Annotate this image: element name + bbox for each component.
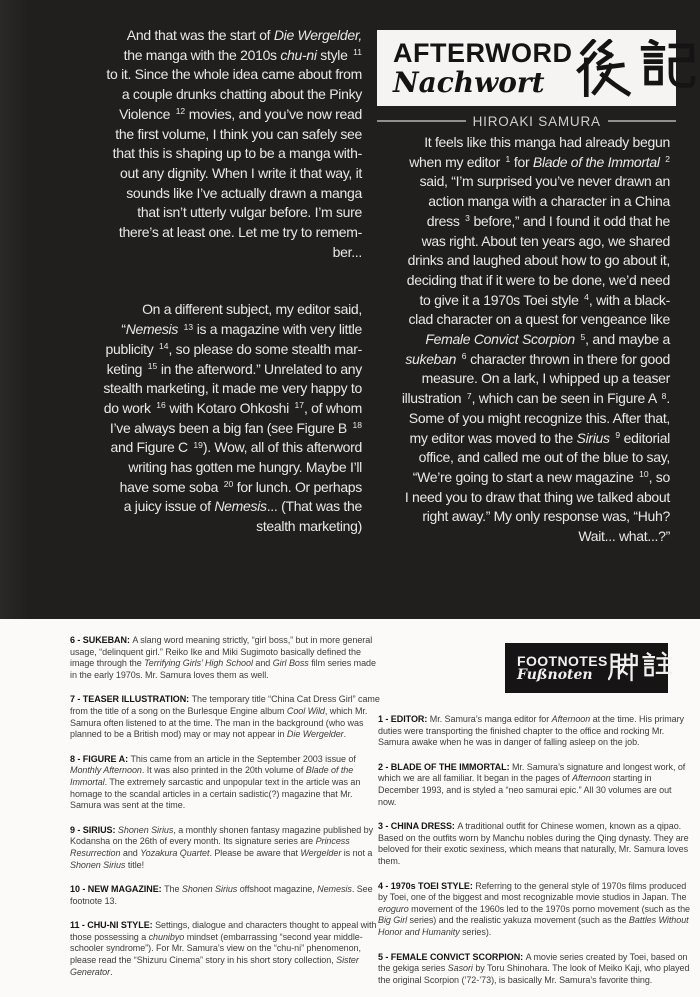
afterword-left-column [72, 26, 362, 537]
footnote-label: 9 - SIRIUS: [70, 824, 118, 835]
text-line: Female Convict Scorpion $^5$, and maybe a [425, 331, 670, 348]
text-line: And that was the start of Die Wergelder, [126, 27, 362, 43]
text-line: my editor was moved to the Sirius $^9$ editorial [409, 429, 670, 446]
text-line: I need you to draw that thing we talked about [404, 488, 670, 505]
footnote-label: 2 - BLADE OF THE IMMORTAL: [378, 761, 512, 772]
text-line: writing has gotten me hungry. Maybe I’ll [128, 459, 362, 476]
footnotes-section [0, 619, 700, 997]
footnotes-left-column [70, 635, 384, 991]
text-line: On a different subject, my editor said, [142, 301, 362, 318]
text-line: there’s at least one. Let me try to remem- [118, 224, 362, 241]
author-rule-right [608, 120, 676, 122]
footnote-label: 7 - TEASER ILLUSTRATION: [70, 694, 192, 705]
text-line: measure. On a lark, I whipped up a teaser [421, 370, 670, 387]
text-line: clad character on a quest for vengeance like [408, 311, 670, 328]
footnote-label: 4 - 1970s TOEI STYLE: [378, 880, 476, 891]
footnotes-title-english: FOOTNOTES [517, 652, 608, 669]
text-line: do work $^{16}$ with Kotaro Ohkoshi $^{17}$, of whom [103, 399, 362, 416]
footnote: 6 - SUKEBAN: A slang word meaning strictly, “girl boss,” but in more general usage, “delinquent girl.” Reiko Ike and Miki Sugimoto basically defined the image through the Terrifying Girls’ High School and Girl Boss film series made in the early 1970s. Mr. Samura loves them as well. [70, 635, 376, 680]
text-line: illustration $^7$, which can be seen in Figure A $^8$. [401, 390, 670, 407]
text-line: that isn’t utterly vulgar before. I’m sure [137, 204, 362, 221]
text-line: I’ve always been a big fan (see Figure B $^{18}$ [109, 419, 362, 436]
afterword-title-english: AFTERWORD [393, 37, 573, 68]
author-name: HIROAKI SAMURA [472, 113, 601, 129]
footnotes-right-column [378, 714, 692, 997]
author-rule-left [377, 120, 466, 122]
left-paragraph-2 [72, 300, 362, 536]
text-line: when my editor $^1$ for Blade of the Immortal $^2$ [409, 153, 670, 170]
text-line: out any dignity. When I write it that way, it [120, 164, 362, 181]
text-line: It feels like this manga had already begun [424, 134, 670, 150]
afterword-right-column [380, 133, 670, 547]
text-line: right away.” My only response was, “Huh? [422, 508, 670, 525]
text-line: publicity $^{14}$, so please do some stealth mar- [105, 340, 362, 357]
footnote-label: 11 - CHU-NI STYLE: [70, 920, 156, 931]
afterword-title-german: Nachwort [393, 65, 545, 99]
text-line: and Figure C $^{19}$). Wow, all of this afterword [110, 439, 362, 456]
footnotes-kanji-icon [608, 649, 672, 687]
text-line: the first volume, I think you can safely see [115, 125, 362, 142]
text-line: sukeban $^6$ character thrown in there for good [405, 350, 670, 367]
text-line: keting $^{15}$ in the afterword.” Unrelated to any [106, 360, 362, 377]
text-line: office, and called me out of the blue to say, [418, 449, 670, 466]
footnotes-title-box [505, 643, 668, 693]
footnote-label: 8 - FIGURE A: [70, 753, 131, 764]
footnote: 11 - CHU-NI STYLE: Settings, dialogue and characters thought to appeal with those possessing a chunibyo mindset (embarrassing “second year middle-schooler syndrome”). For Mr. Samura’s view on the “chu-ni” phenomenon, please read the “Shizuru Cinema” story in his short story collection, Sister Generator. [70, 920, 377, 977]
footnote: 8 - FIGURE A: This came from an article in the September 2003 issue of Monthly Afternoon. It was also printed in the 20th volume of Blade of the Immortal. The extremely sarcastic and unpopular text in the article was an homage to the scandal articles in a certain sadistic(?) magazine that Mr. Samura was sent at the time. [70, 753, 361, 811]
footnote-label: 3 - CHINA DRESS: [378, 821, 458, 832]
text-line: drinks and laughed about how to go about it, [407, 252, 670, 269]
footnote: 3 - CHINA DRESS: A traditional outfit for Chinese women, known as a qipao. Based on the outfits worn by Manchu nobles during the Qing dynasty. They are beloved for their exotic sexiness, which means that naturally, Mr. Samura loves them. [378, 821, 689, 866]
text-line: said, “I’m surprised you’ve never drawn an [419, 173, 670, 190]
text-line: stealth marketing) [256, 518, 362, 535]
text-line: have some soba $^{20}$ for lunch. Or perhaps [119, 478, 362, 495]
author-row [377, 112, 676, 130]
footnote-label: 1 - EDITOR: [378, 714, 430, 724]
text-line: Violence $^{12}$ movies, and you’ve now read [119, 105, 362, 122]
text-line: stealth marketing, it made me very happy to [103, 380, 362, 397]
footnote: 5 - FEMALE CONVICT SCORPION: A movie series created by Toei, based on the gekiga series Sasori by Toru Shinohara. The look of Meiko Kaji, who played the original Scorpion (’72-’73), is basically Mr. Samura’s favorite thing. [378, 951, 690, 985]
footnote: 2 - BLADE OF THE IMMORTAL: Mr. Samura’s signature and longest work, of which we are all familiar. It began in the pages of Afternoon starting in December 1993, and is styled a “neo samurai epic.” All 30 volumes are out now. [378, 761, 686, 807]
text-line: action manga with a character in a China [428, 193, 670, 210]
afterword-title-text [377, 37, 573, 99]
footnote-label: 5 - FEMALE CONVICT SCORPION: [378, 951, 526, 962]
text-line: ber... [332, 243, 362, 260]
afterword-kanji-icon [573, 39, 697, 97]
footnotes-title-text [505, 654, 608, 683]
text-line: a couple drunks chatting about the Pinky [121, 86, 362, 103]
text-line: sounds like I’ve actually drawn a manga [126, 184, 362, 201]
footnote-label: 10 - NEW MAGAZINE: [70, 884, 165, 895]
footnotes-title-german: Fußnoten [517, 666, 593, 683]
text-line: dress $^3$ before,” and I found it odd that he [426, 212, 670, 229]
text-line: a juicy issue of Nemesis... (That was the [123, 498, 362, 515]
text-line: was right. About ten years ago, we shared [421, 232, 670, 249]
footnote: 1 - EDITOR: Mr. Samura’s manga editor for Afternoon at the time. His primary duties were transporting the finished chapter to the office and rocking Mr. Samura awake when he was in danger of falling asleep on the job. [378, 714, 684, 748]
afterword-title-box [377, 30, 676, 106]
text-line: “Nemesis $^{13}$ is a magazine with very little [121, 321, 362, 338]
footnote: 10 - NEW MAGAZINE: The Shonen Sirius offshoot magazine, Nemesis. See footnote 13. [70, 884, 373, 906]
footnote-label: 6 - SUKEBAN: [70, 635, 133, 645]
text-line: “We’re going to start a new magazine $^{10}$, so [412, 468, 670, 485]
text-line: to it. Since the whole idea came about from [106, 66, 362, 83]
text-line: that this is shaping up to be a manga with- [112, 145, 362, 162]
text-line: deciding that if it were to be done, we’d need [406, 271, 670, 288]
text-line: Some of you might recognize this. After that, [408, 409, 670, 426]
text-line: to give it a 1970s Toei style $^4$, with a black- [419, 291, 670, 308]
left-paragraph-1 [72, 26, 362, 262]
footnote: 9 - SIRIUS: Shonen Sirius, a monthly shonen fantasy magazine published by Kodansha on the 26th of every month. Its signature series are Princess Resurrection and Yozakura Quartet. Please be aware that Wergelder is not a Shonen Sirius title! [70, 824, 374, 870]
footnote: 4 - 1970s TOEI STYLE: Referring to the general style of 1970s films produced by Toei, one of the biggest and most recognizable movie studios in Japan. The eroguro movement of the 1960s led to the 1970s porno movement (such as the Big Girl series) and the realistic yakuza movement (such as the Battles Without Honor and Humanity series). [378, 880, 690, 937]
text-line: Wait... what...?” [578, 528, 670, 545]
text-line: the manga with the 2010s chu-ni style $^{11}$ [123, 46, 362, 63]
footnote: 7 - TEASER ILLUSTRATION: The temporary title “China Cat Dress Girl” came from the title of a song on the Burlesque Engine album Cool Wild, which Mr. Samura often listened to at the time. The man in the background (who was planned to be a British mod) may or may not appear in Die Wergelder. [70, 694, 380, 740]
